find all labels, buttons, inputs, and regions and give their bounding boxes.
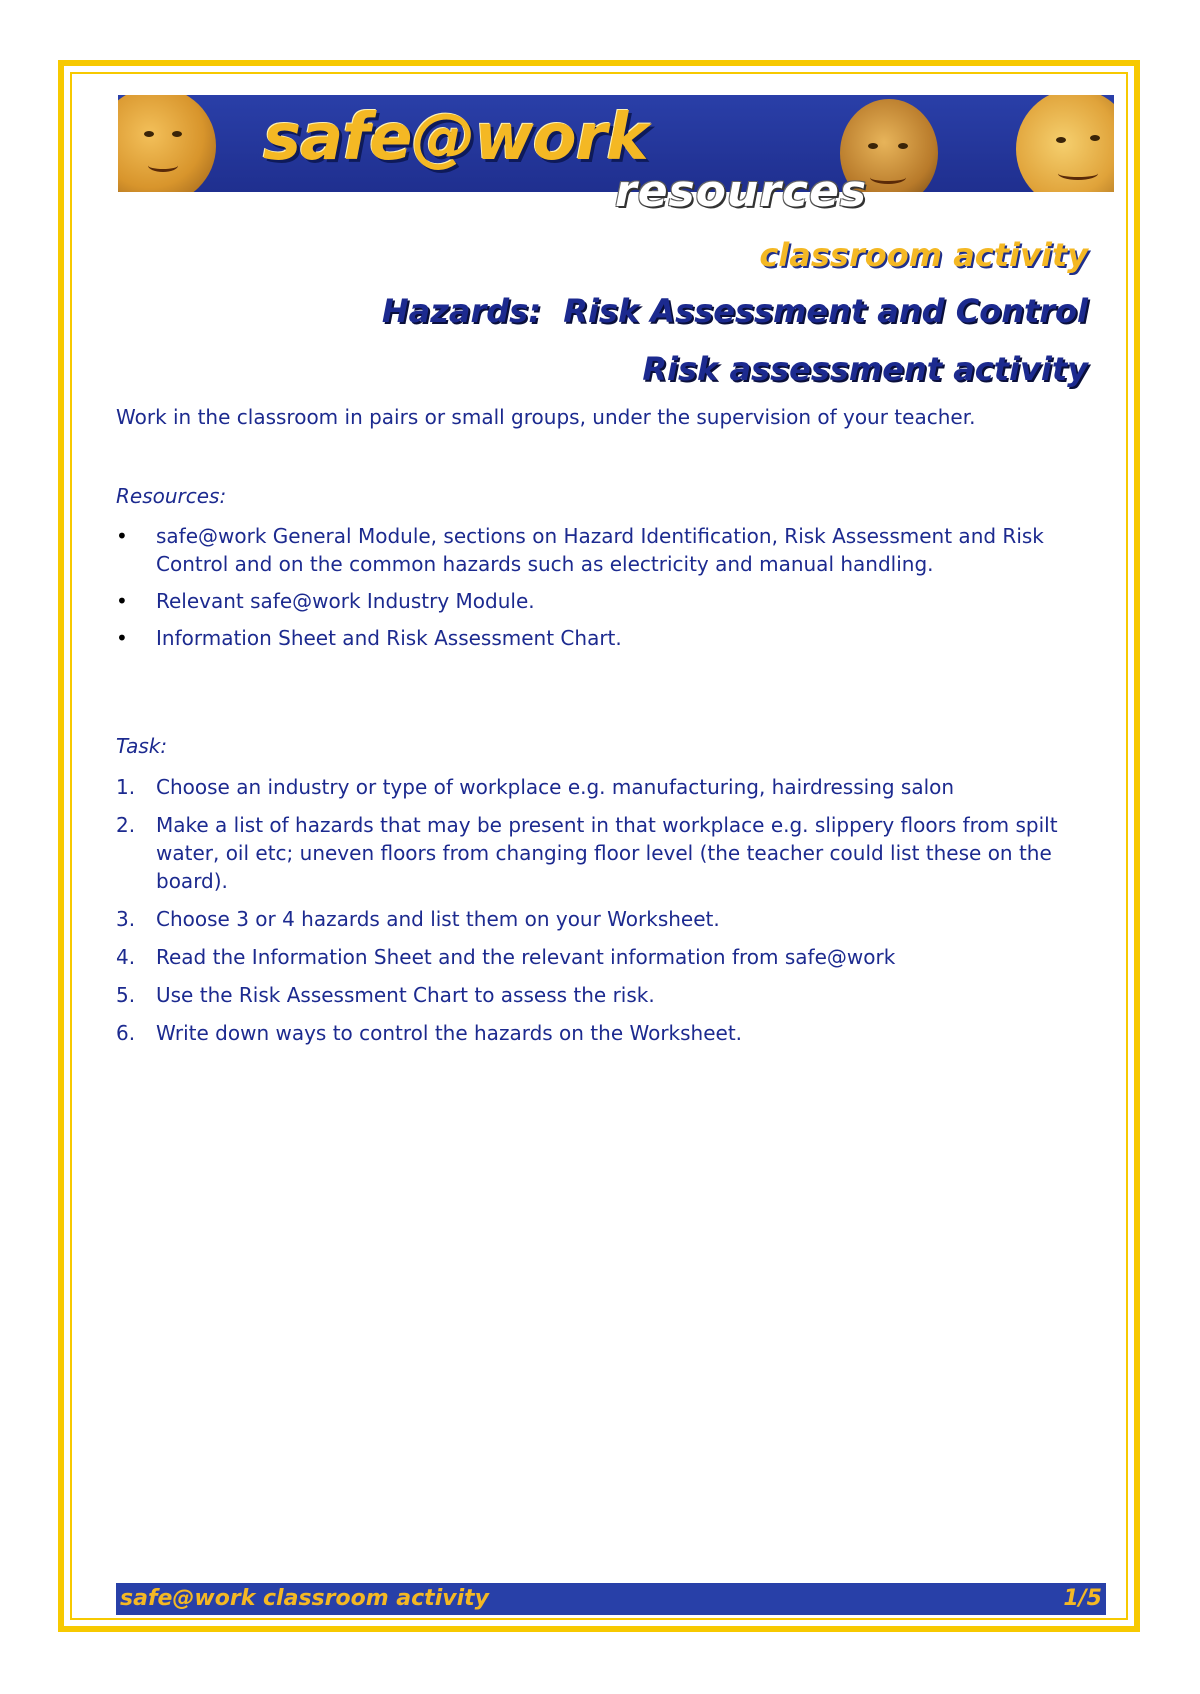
logo-resources-text: resources [615, 166, 868, 217]
list-number: 3. [116, 907, 136, 931]
list-item-text: Read the Information Sheet and the relevant information from safe@work [156, 945, 896, 969]
list-item-text: safe@work General Module, sections on Hazard Identification, Risk Assessment and Risk Control and on the common hazards such as electricity and manual handling. [156, 524, 1044, 576]
list-item-text: Make a list of hazards that may be present in that workplace e.g. slippery floors from spilt water, oil etc; uneven floors from changing floor level (the teacher could list these on the board). [156, 813, 1058, 893]
task-list [116, 773, 1096, 1057]
list-number: 4. [116, 945, 136, 969]
page-number: 1/5 [1063, 1586, 1102, 1611]
list-item [116, 587, 1096, 615]
page-title: Hazards: Risk Assessment and Control [381, 292, 1088, 330]
activity-label: classroom activity [759, 236, 1088, 274]
bullet-icon: • [116, 524, 128, 548]
list-number: 5. [116, 983, 136, 1007]
resources-heading: Resources: [116, 484, 227, 508]
list-number: 2. [116, 813, 136, 837]
list-number: 1. [116, 775, 136, 799]
list-item [116, 981, 1096, 1009]
list-item-text: Information Sheet and Risk Assessment Chart. [156, 626, 622, 650]
footer-label: safe@work classroom activity [120, 1586, 489, 1611]
list-item [116, 943, 1096, 971]
list-item-text: Relevant safe@work Industry Module. [156, 589, 535, 613]
task-heading: Task: [116, 734, 168, 758]
list-number: 6. [116, 1021, 136, 1045]
list-item [116, 1019, 1096, 1047]
list-item [116, 624, 1096, 652]
footer-bar [116, 1583, 1106, 1615]
resources-list [116, 522, 1096, 661]
page-subtitle: Risk assessment activity [642, 350, 1088, 388]
list-item [116, 905, 1096, 933]
student-face-image [1016, 95, 1114, 192]
list-item-text: Choose 3 or 4 hazards and list them on your Worksheet. [156, 907, 720, 931]
list-item-text: Use the Risk Assessment Chart to assess the risk. [156, 983, 655, 1007]
bullet-icon: • [116, 589, 128, 613]
list-item [116, 811, 1096, 895]
list-item-text: Choose an industry or type of workplace e.g. manufacturing, hairdressing salon [156, 775, 955, 799]
list-item [116, 773, 1096, 801]
logo-text: safe@work [263, 101, 648, 175]
list-item-text: Write down ways to control the hazards on the Worksheet. [156, 1021, 743, 1045]
bullet-icon: • [116, 626, 128, 650]
list-item [116, 522, 1096, 578]
student-face-image [118, 95, 216, 192]
intro-text: Work in the classroom in pairs or small groups, under the supervision of your teacher. [116, 405, 976, 429]
